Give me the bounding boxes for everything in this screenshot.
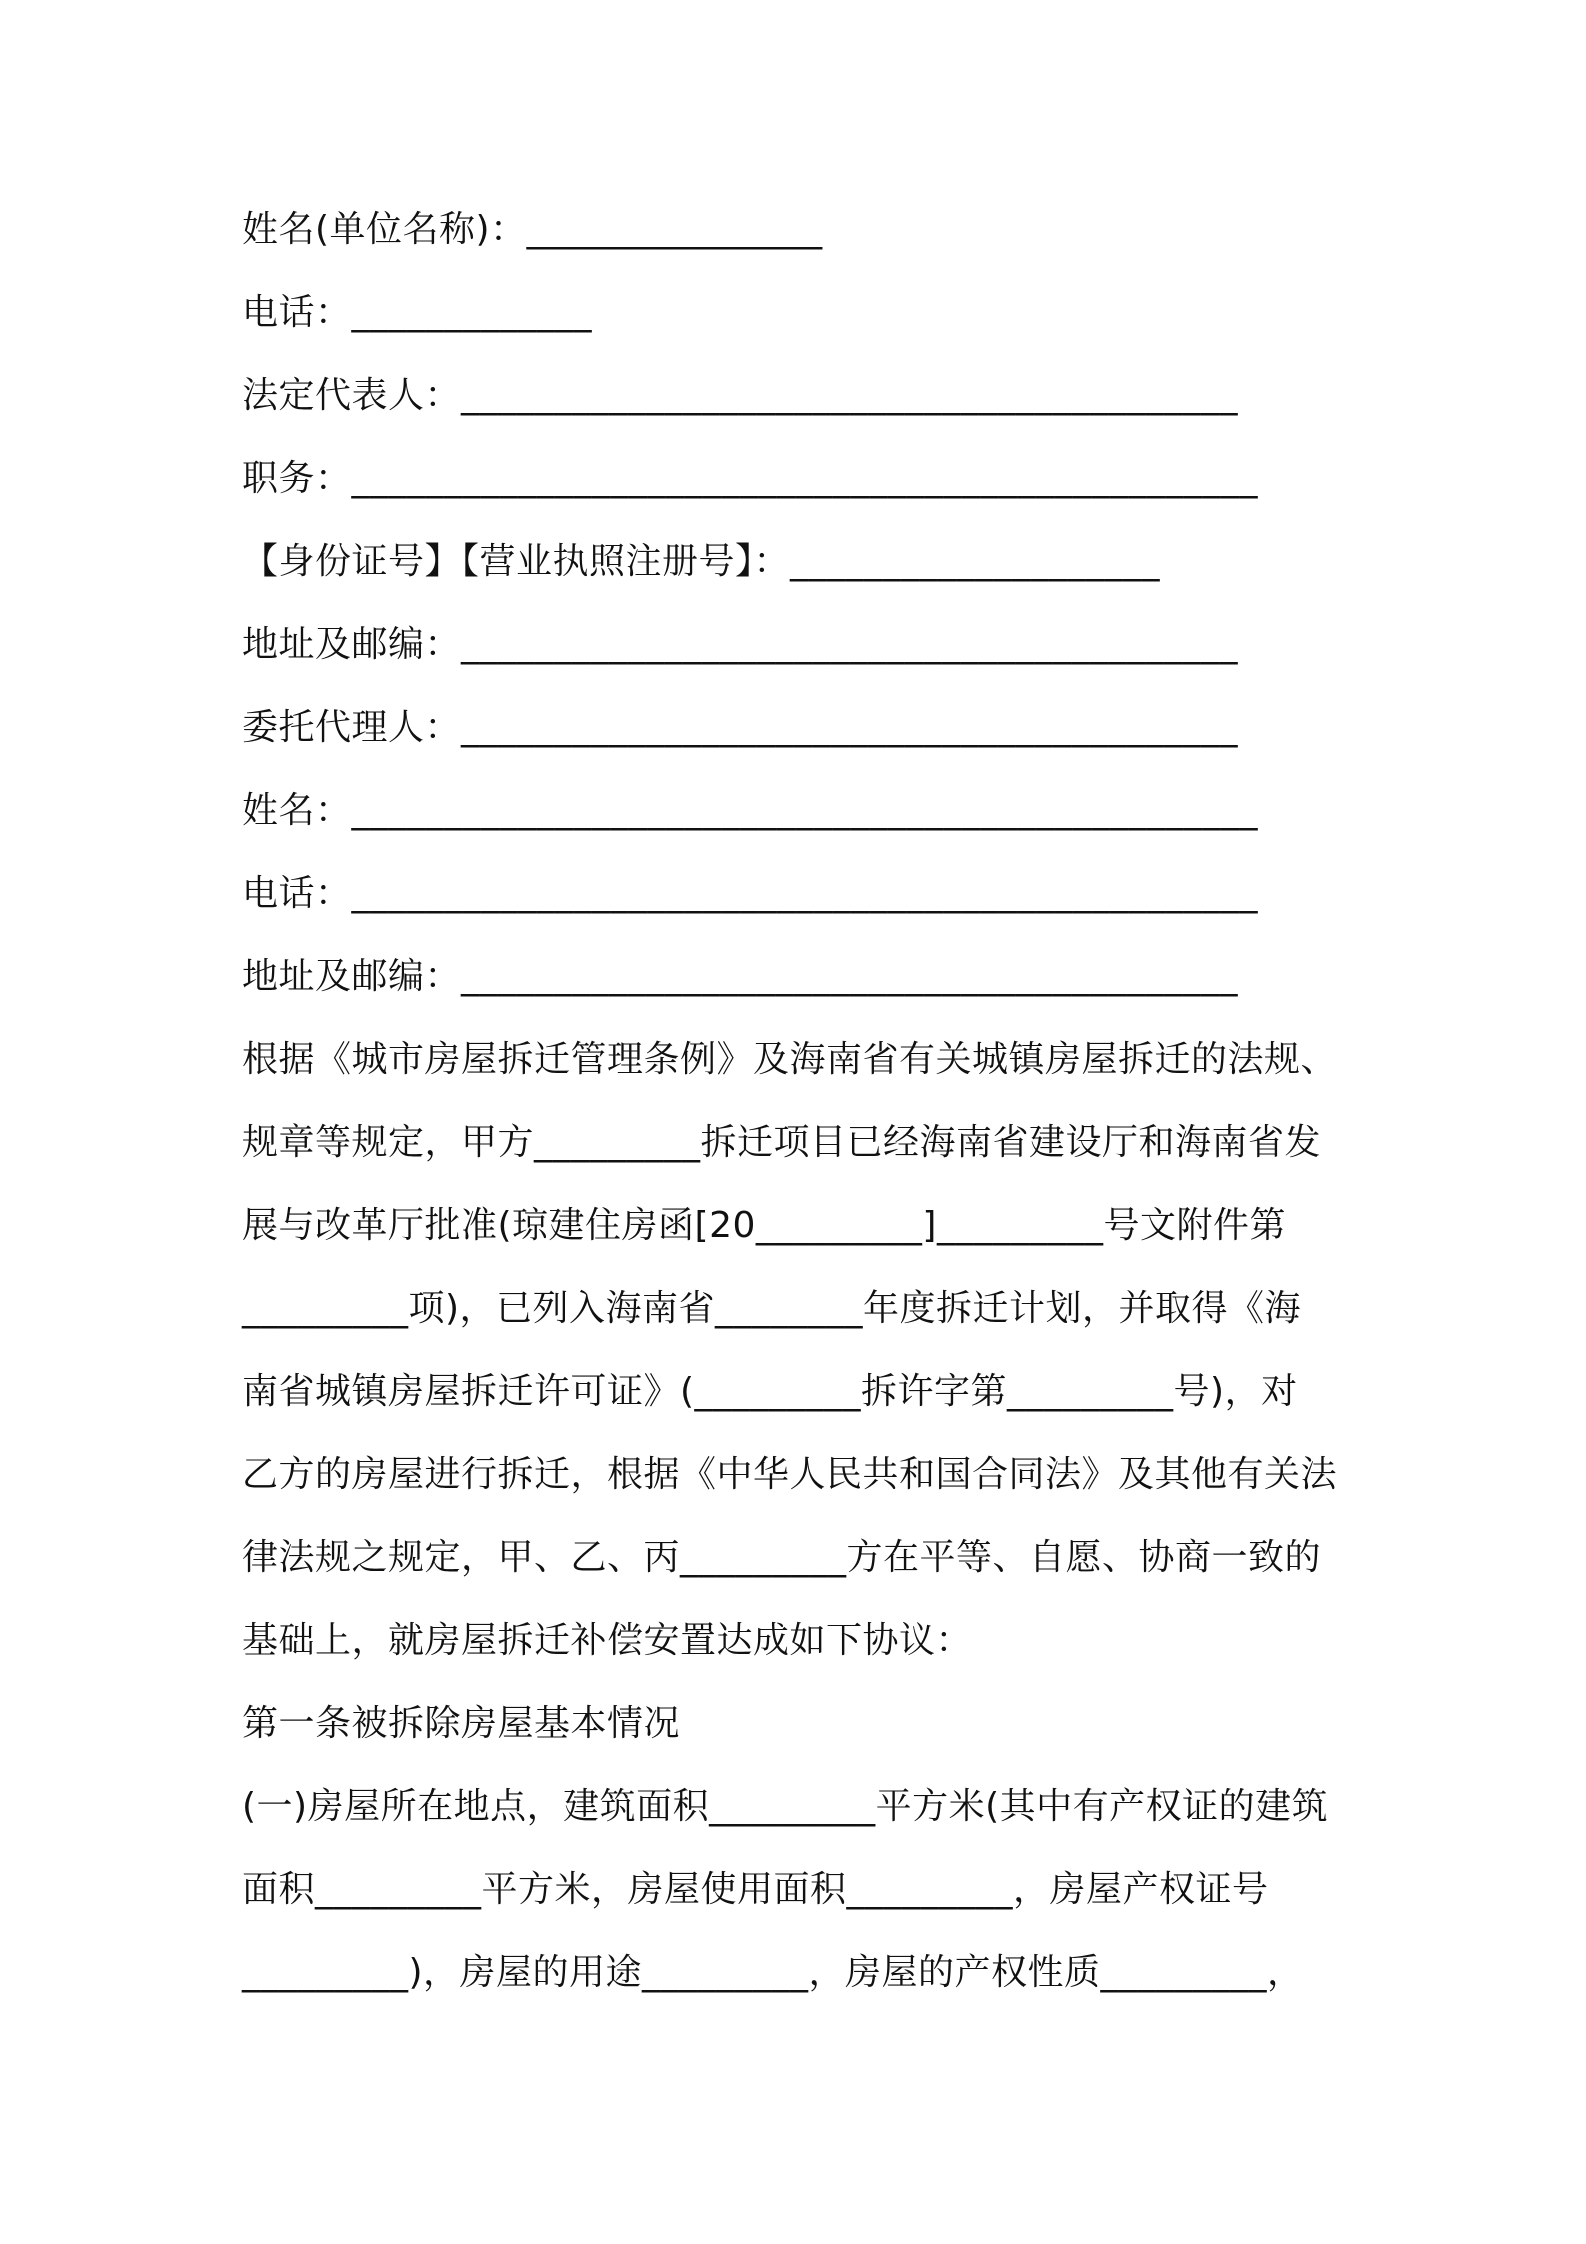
- field-position: 职务：_________________________________________________: [242, 458, 1259, 499]
- field-authorized-agent: 委托代理人：__________________________________________: [242, 707, 1239, 748]
- field-id-license-number: 【身份证号】【营业执照注册号】：____________________: [242, 541, 1161, 582]
- preamble-line: 南省城镇房屋拆迁许可证》(_________拆许字第_________号)，对: [242, 1371, 1298, 1412]
- field-phone: 电话：_____________: [242, 292, 593, 333]
- preamble-line: 乙方的房屋进行拆迁，根据《中华人民共和国合同法》及其他有关法: [242, 1454, 1338, 1495]
- preamble-line: 规章等规定，甲方_________拆迁项目已经海南省建设厅和海南省发: [242, 1122, 1322, 1163]
- field-legal-representative: 法定代表人：__________________________________________: [242, 375, 1239, 416]
- preamble-line: 根据《城市房屋拆迁管理条例》及海南省有关城镇房屋拆迁的法规、: [242, 1039, 1338, 1080]
- preamble-line: 基础上，就房屋拆迁补偿安置达成如下协议：: [242, 1620, 973, 1661]
- article-title: 第一条被拆除房屋基本情况: [242, 1703, 681, 1744]
- article-body-line: _________)，房屋的用途_________，房屋的产权性质_________，: [242, 1952, 1304, 1993]
- article-body-line: (一)房屋所在地点，建筑面积_________平方米(其中有产权证的建筑: [242, 1786, 1329, 1827]
- field-agent-name: 姓名：_________________________________________________: [242, 790, 1259, 831]
- field-name-unit: 姓名(单位名称)：________________: [242, 209, 823, 250]
- preamble-line: 展与改革厅批准(琼建住房函[20_________]_________号文附件第: [242, 1205, 1286, 1246]
- field-agent-phone: 电话：_________________________________________________: [242, 873, 1259, 914]
- article-body-line: 面积_________平方米，房屋使用面积_________，房屋产权证号: [242, 1869, 1269, 1910]
- field-address-postcode: 地址及邮编：__________________________________________: [242, 624, 1239, 665]
- field-agent-address-postcode: 地址及邮编：__________________________________________: [242, 956, 1239, 997]
- preamble-line: _________项)，已列入海南省________年度拆迁计划，并取得《海: [242, 1288, 1302, 1329]
- preamble-line: 律法规之规定，甲、乙、丙_________方在平等、自愿、协商一致的: [242, 1537, 1322, 1578]
